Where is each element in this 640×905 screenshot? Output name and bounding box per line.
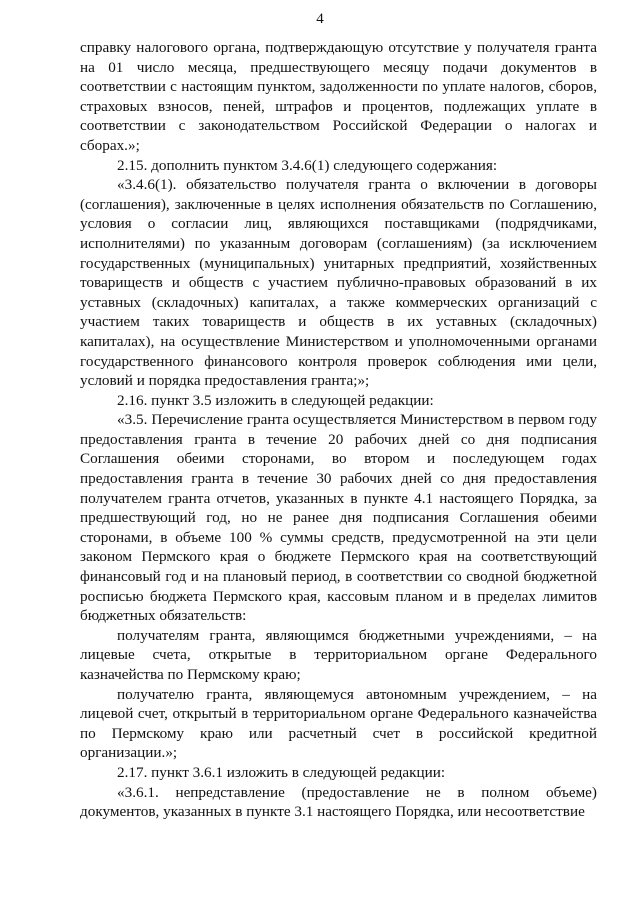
paragraph-clause-3-6-1: «3.6.1. непредставление (предоставление не в полном объеме) документов, указанных в пункте 3.1 настоящего Порядка, или несоответствие [80, 783, 597, 821]
paragraph-autonomous-institution: получателю гранта, являющемуся автономным учреждением, – на лицевой счет, открытый в территориальном органе Федерального казначейства по Пермскому краю или расчетный счет в российской кредитной организации.»; [80, 685, 597, 762]
page-number: 4 [316, 11, 324, 27]
paragraph-amendment-2-15: 2.15. дополнить пунктом 3.4.6(1) следующего содержания: [117, 156, 498, 174]
paragraph-clause-3-4-6-1: «3.4.6(1). обязательство получателя гранта о включении в договоры (соглашения), заключенные в целях исполнения обязательств по Соглашению, условия о согласии лиц, являющихся поставщиками (подрядчиками, исполнителями) по указанным договорам (соглашениям) (за исключением государственных (муниципальных) унитарных предприятий, хозяйственных товариществ и обществ с участием публично-правовых образований в их уставных (складочных) капиталах, а также коммерческих организаций с участием таких товариществ и обществ в их уставных (складочных) капиталах), на осуществление Министерством и уполномоченными органами государственного финансового контроля проверок соблюдения ими цели, условий и порядка предоставления гранта;»; [80, 176, 597, 390]
paragraph-amendment-2-16: 2.16. пункт 3.5 изложить в следующей редакции: [117, 391, 434, 409]
paragraph-tax-certificate: справку налогового органа, подтверждающую отсутствие у получателя гранта на 01 число месяца, предшествующего месяцу подачи документов в соответствии с настоящим пунктом, задолженности по уплате налогов, сборов, страховых взносов, пеней, штрафов и процентов, подлежащих уплате в соответствии с законодательством Российской Федерации о налогах и сборах.»; [80, 39, 597, 154]
paragraph-amendment-2-17: 2.17. пункт 3.6.1 изложить в следующей редакции: [117, 763, 446, 781]
paragraph-budget-institutions: получателям гранта, являющимся бюджетными учреждениями, – на лицевые счета, открытые в территориальном органе Федерального казначейства по Пермскому краю; [80, 626, 597, 683]
paragraph-clause-3-5: «3.5. Перечисление гранта осуществляется Министерством в первом году предоставления гранта в течение 20 рабочих дней со дня подписания Соглашения обеими сторонами, во втором и последующем годах предоставления гранта в течение 30 рабочих дней со дня предоставления получателем гранта отчетов, указанных в пункте 4.1 настоящего Порядка, за предшествующий год, но не ранее дня подписания Соглашения обеими сторонами, в объеме 100 % суммы средств, предусмотренной на эти цели законом Пермского края о бюджете Пермского края на соответствующий финансовый год и на плановый период, в соответствии со сводной бюджетной росписью бюджета Пермского края, кассовым планом и в пределах лимитов бюджетных обязательств: [80, 411, 597, 625]
document-body [80, 38, 597, 822]
